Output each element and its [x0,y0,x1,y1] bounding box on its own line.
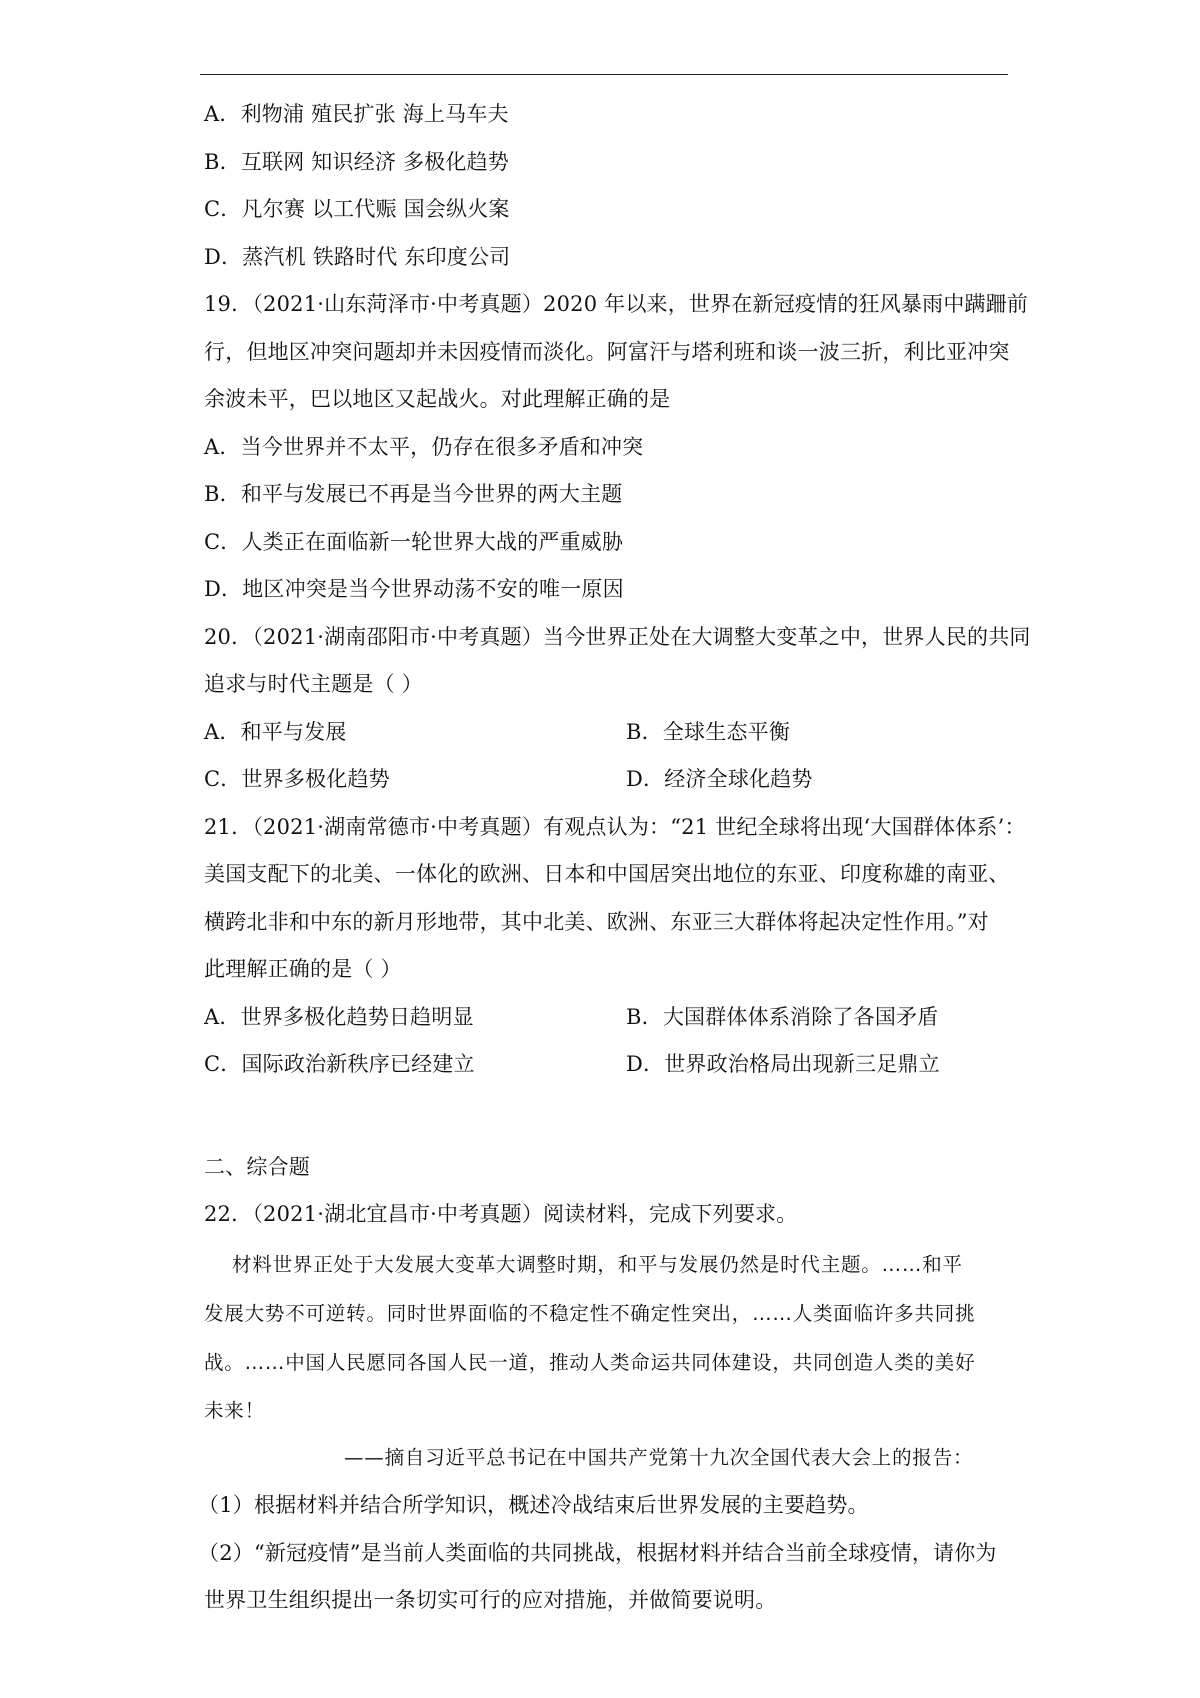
q21-stem-line: 横跨北非和中东的新月形地带，其中北美、欧洲、东亚三大群体将起决定性作用。”对 [204,910,989,934]
q22-stem: 22．（2021·湖北宜昌市·中考真题）阅读材料，完成下列要求。 [204,1202,798,1226]
q19-stem-line: 行，但地区冲突问题却并未因疫情而淡化。阿富汗与塔利班和谈一波三折，利比亚冲突 [204,340,1010,364]
q21-option-b: B．大国群体体系消除了各国矛盾 [626,1005,939,1029]
q19-option-a: A．当今世界并不太平，仍存在很多矛盾和冲突 [204,435,644,459]
q22-sub2-line: 世界卫生组织提出一条切实可行的应对措施，并做简要说明。 [204,1588,777,1612]
q20-stem-line: 20．（2021·湖南邵阳市·中考真题）当今世界正处在大调整大变革之中，世界人民的共同 [204,625,1031,649]
q22-material-line: 材料世界正处于大发展大变革大调整时期，和平与发展仍然是时代主题。……和平 [204,1253,963,1276]
q19-option-b: B．和平与发展已不再是当今世界的两大主题 [204,482,623,506]
q22-material-line: 未来！ [204,1399,265,1422]
q19-stem-line: 余波未平，巴以地区又起战火。对此理解正确的是 [204,387,671,411]
q22-material-line: 发展大势不可逆转。同时世界面临的不稳定性不确定性突出，……人类面临许多共同挑 [204,1302,976,1325]
q21-stem-line: 此理解正确的是（ ） [204,957,402,981]
q22-source: ——摘自习近平总书记在中国共产党第十九次全国代表大会上的报告： [344,1446,974,1469]
header-rule [200,74,1008,75]
q20-option-b: B．全球生态平衡 [626,720,791,744]
q22-sub1: （1）根据材料并结合所学知识，概述冷战结束后世界发展的主要趋势。 [198,1493,869,1517]
q21-stem-line: 21．（2021·湖南常德市·中考真题）有观点认为：“21 世纪全球将出现‘大国群体体系’： [204,815,1026,839]
q20-option-a: A．和平与发展 [204,720,347,744]
q19-stem-line: 19．（2021·山东菏泽市·中考真题）2020 年以来，世界在新冠疫情的狂风暴雨中蹒跚前 [204,292,1029,316]
q20-stem-line: 追求与时代主题是（ ） [204,672,423,696]
q19-option-c: C．人类正在面临新一轮世界大战的严重威胁 [204,530,624,554]
q18-option-b: B．互联网 知识经济 多极化趋势 [204,150,509,174]
q18-option-d: D．蒸汽机 铁路时代 东印度公司 [204,245,511,269]
q21-option-c: C．国际政治新秩序已经建立 [204,1052,475,1076]
q19-option-d: D．地区冲突是当今世界动荡不安的唯一原因 [204,577,624,601]
q22-material-line: 战。……中国人民愿同各国人民一道，推动人类命运共同体建设，共同创造人类的美好 [204,1351,976,1374]
q22-sub2-line: （2）“新冠疫情”是当前人类面临的共同挑战，根据材料并结合当前全球疫情，请你为 [198,1541,997,1565]
q20-option-d: D．经济全球化趋势 [626,767,813,791]
q18-option-c: C．凡尔赛 以工代赈 国会纵火案 [204,197,510,221]
section-title: 二、综合题 [204,1155,310,1179]
q21-stem-line: 美国支配下的北美、一体化的欧洲、日本和中国居突出地位的东亚、印度称雄的南亚、 [204,862,1010,886]
q18-option-a: A．利物浦 殖民扩张 海上马车夫 [204,102,509,126]
q21-option-d: D．世界政治格局出现新三足鼎立 [626,1052,940,1076]
q21-option-a: A．世界多极化趋势日趋明显 [204,1005,474,1029]
q20-option-c: C．世界多极化趋势 [204,767,390,791]
